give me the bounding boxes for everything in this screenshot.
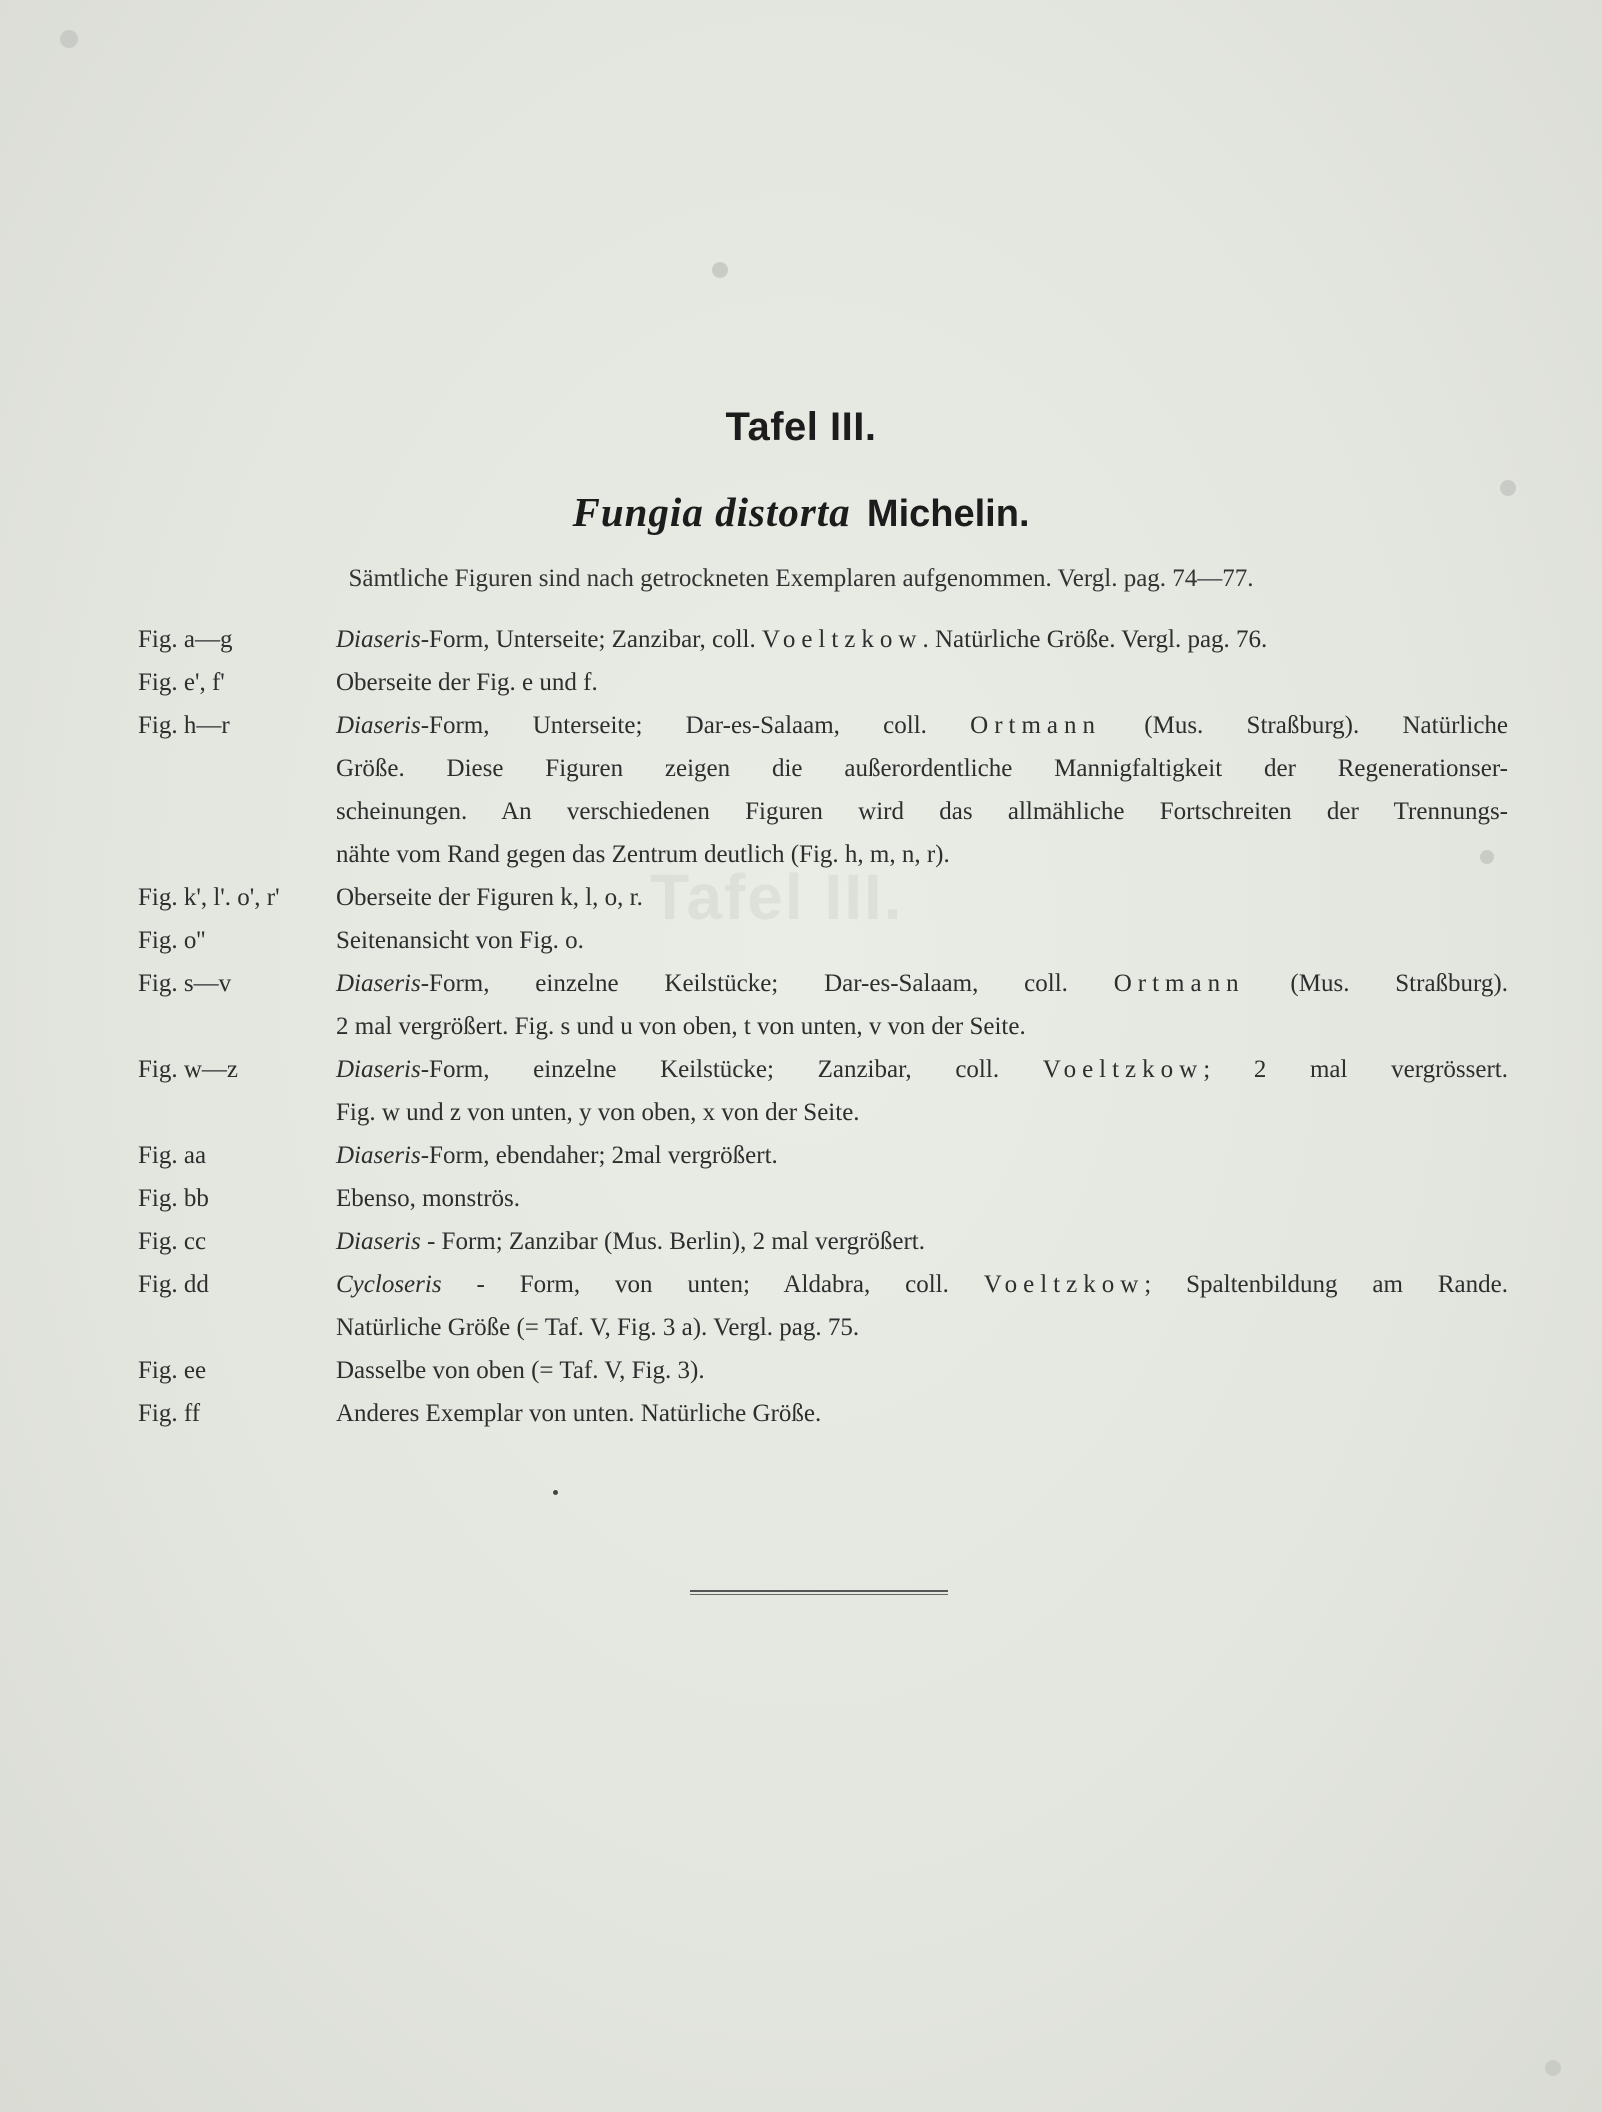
description-line: Fig. w und z von unten, y von oben, x von der Seite. [336,1099,860,1126]
figure-description [336,618,1508,661]
legend-entry [138,1220,1508,1263]
description-line: Diaseris-Form, Unterseite; Zanzibar, coll. Voeltzkow. Natürliche Größe. Vergl. pag. 76. [336,626,1268,653]
species-name: Fungia distorta [572,489,851,535]
legend-entry [138,704,1508,876]
figure-label: Fig. cc [138,1228,207,1255]
legend-entry [138,661,1508,704]
legend-entry [138,876,1508,919]
description-line: Diaseris-Form, Unterseite; Dar-es-Salaam, coll. Ortmann (Mus. Straßburg). Natürliche [336,712,1509,739]
description-line: Ebenso, monströs. [336,1185,521,1212]
figure-description [336,1392,1508,1435]
description-line: scheinungen. An verschiedenen Figuren wird das allmähliche Fortschreiten der Trennungs- [336,798,1508,825]
end-rule [690,1590,948,1595]
figure-description [336,1349,1508,1392]
paper-speck [60,30,78,48]
description-line: 2 mal vergrößert. Fig. s und u von oben, t von unten, v von der Seite. [336,1013,1026,1040]
figure-description [336,1263,1508,1349]
legend-entry [138,1134,1508,1177]
description-line: Größe. Diese Figuren zeigen die außerordentliche Mannigfaltigkeit der Regenerationser- [336,755,1508,782]
ink-dot [553,1490,558,1495]
intro-note: Sämtliche Figuren sind nach getrockneten Exemplaren aufgenommen. Vergl. pag. 74—77. [348,565,1254,592]
figure-description [336,661,1508,704]
description-line: Anderes Exemplar von unten. Natürliche Größe. [336,1400,822,1427]
legend-entry [138,919,1508,962]
legend-entry [138,1177,1508,1220]
legend-entry [138,1392,1508,1435]
description-line: Diaseris-Form, ebendaher; 2mal vergrößert. [336,1142,778,1169]
description-line: Diaseris - Form; Zanzibar (Mus. Berlin), 2 mal vergrößert. [336,1228,926,1255]
figure-label: Fig. dd [138,1271,209,1298]
figure-description [336,962,1508,1048]
figure-legend [138,618,1508,1435]
description-line: Natürliche Größe (= Taf. V, Fig. 3 a). Vergl. pag. 75. [336,1314,860,1341]
figure-label: Fig. ff [138,1400,201,1427]
figure-label: Fig. h—r [138,712,230,739]
species-heading [0,488,1602,536]
figure-label: Fig. o'' [138,927,206,954]
figure-description [336,1220,1508,1263]
figure-description [336,1048,1508,1134]
description-line: Diaseris-Form, einzelne Keilstücke; Dar-es-Salaam, coll. Ortmann (Mus. Straßburg). [336,970,1508,997]
figure-label: Fig. ee [138,1357,207,1384]
description-line: Cycloseris - Form, von unten; Aldabra, coll. Voeltzkow; Spaltenbildung am Rande. [336,1271,1508,1298]
figure-label: Fig. k', l'. o', r' [138,884,280,911]
figure-label: Fig. a—g [138,626,233,653]
figure-label: Fig. w—z [138,1056,238,1083]
species-author: Michelin. [866,493,1030,535]
figure-description [336,704,1508,876]
legend-entry [138,1263,1508,1349]
paper-speck [712,262,728,278]
show-through-text: Tafel III. [650,861,904,933]
figure-description [336,919,1508,962]
legend-entry [138,1349,1508,1392]
figure-label: Fig. bb [138,1185,209,1212]
figure-label: Fig. s—v [138,970,232,997]
plate-title: Tafel III. [725,405,877,449]
legend-entry [138,962,1508,1048]
description-line: Diaseris-Form, einzelne Keilstücke; Zanzibar, coll. Voeltzkow; 2 mal vergrössert. [336,1056,1508,1083]
legend-entry [138,618,1508,661]
figure-description [336,876,1508,919]
description-line: Oberseite der Fig. e und f. [336,669,598,696]
description-line: Seitenansicht von Fig. o. [336,927,584,954]
paper-speck [1545,2060,1561,2076]
description-line: Dasselbe von oben (= Taf. V, Fig. 3). [336,1357,705,1384]
description-line: nähte vom Rand gegen das Zentrum deutlich (Fig. h, m, n, r). [336,841,950,868]
legend-entry [138,1048,1508,1134]
figure-label: Fig. e', f' [138,669,225,696]
figure-description [336,1134,1508,1177]
description-line: Oberseite der Figuren k, l, o, r. [336,884,643,911]
figure-label: Fig. aa [138,1142,207,1169]
figure-description [336,1177,1508,1220]
